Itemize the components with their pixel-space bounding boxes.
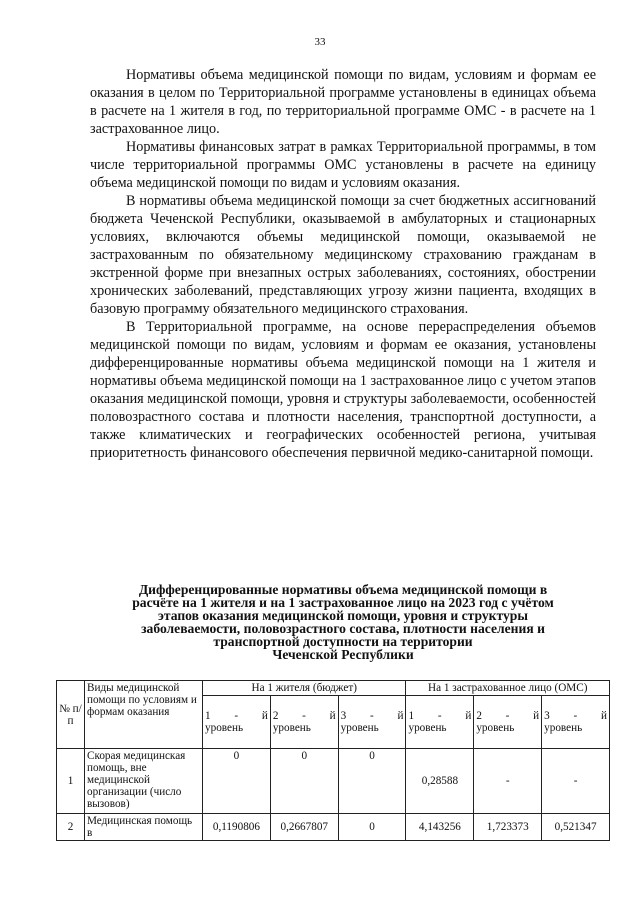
level-header: 1 - й уровень — [406, 696, 474, 749]
header-oms: На 1 застрахованное лицо (ОМС) — [406, 681, 610, 696]
paragraph-3: В нормативы объема медицинской помощи за счет бюджетных ассигнований бюджета Чеченской Республики, оказываемой в амбулаторных и стационарных условиях, включаются объемы медицинской помощи, оказываемой не застрахованным по обязательному медицинскому страхованию гражданам в экстренной форме при внезапных острых заболеваниях, состояниях, обострении хронических заболеваний, представляющих угрозу жизни пациента, входящих в базовую программу обязательного медицинского страхования. — [90, 193, 596, 317]
paragraph-1: Нормативы объема медицинской помощи по видам, условиям и формам ее оказания в целом по Территориальной программе установлены в единицах объема в расчете на 1 жителя в год, по территориальной программе ОМС - в расчете на 1 застрахованное лицо. — [90, 67, 596, 137]
table-title-line: Чеченской Республики — [272, 647, 414, 662]
norms-table — [56, 680, 610, 841]
header-budget: На 1 жителя (бюджет) — [203, 681, 406, 696]
row-value: 4,143256 — [406, 814, 474, 841]
row-type: Медицинская помощь в — [85, 814, 203, 841]
level-header: 2 - й уровень — [474, 696, 542, 749]
page-number: 33 — [314, 36, 326, 48]
level-header: 2 - й уровень — [270, 696, 338, 749]
row-value: 1,723373 — [474, 814, 542, 841]
row-value: 0 — [203, 749, 271, 814]
level-header: 3 - й уровень — [542, 696, 610, 749]
level-header: 3 - й уровень — [338, 696, 406, 749]
level-header: 1 - й уровень — [203, 696, 271, 749]
body-text — [90, 66, 596, 462]
table-title-line: транспортной доступности на территории — [213, 634, 473, 649]
row-type: Скорая медицинская помощь, вне медицинской организации (число вызовов) — [85, 749, 203, 814]
paragraph-2: Нормативы финансовых затрат в рамках Территориальной программы, в том числе территориальной программы ОМС установлены в расчете на единицу объема медицинской помощи по видам и условиям оказания. — [90, 139, 596, 191]
table-title-line: этапов оказания медицинской помощи, уровня и структуры — [158, 608, 528, 623]
header-type: Виды медицинской помощи по условиям и формам оказания — [85, 681, 203, 749]
row-value: - — [474, 749, 542, 814]
table-title-line: заболеваемости, половозрастного состава, плотности населения и — [141, 621, 545, 636]
table-row — [57, 749, 610, 814]
header-num: № п/п — [57, 681, 85, 749]
row-value: 0,28588 — [406, 749, 474, 814]
row-num: 2 — [57, 814, 85, 841]
table-row — [57, 814, 610, 841]
table-title-line: расчёте на 1 жителя и на 1 застрахованное лицо на 2023 год с учётом — [132, 595, 554, 610]
row-value: - — [542, 749, 610, 814]
row-value: 0 — [270, 749, 338, 814]
row-value: 0,1190806 — [203, 814, 271, 841]
table-header-row — [57, 681, 610, 696]
row-value: 0,521347 — [542, 814, 610, 841]
row-value: 0,2667807 — [270, 814, 338, 841]
row-value: 0 — [338, 814, 406, 841]
row-value: 0 — [338, 749, 406, 814]
paragraph-4: В Территориальной программе, на основе перераспределения объемов медицинской помощи по видам, условиям и формам ее оказания, установлены дифференцированные нормативы объема медицинской помощи на 1 жителя и нормативы объема медицинской помощи на 1 застрахованное лицо с учетом этапов оказания медицинской помощи, уровня и структуры заболеваемости, особенностей половозрастного состава и плотности населения, транспортной доступности, а также климатических и географических особенностей региона, учитывая приоритетность финансового обеспечения первичной медико-санитарной помощи. — [90, 319, 596, 461]
table-title-line: Дифференцированные нормативы объема медицинской помощи в — [138, 582, 548, 597]
row-num: 1 — [57, 749, 85, 814]
table-title — [90, 583, 596, 661]
